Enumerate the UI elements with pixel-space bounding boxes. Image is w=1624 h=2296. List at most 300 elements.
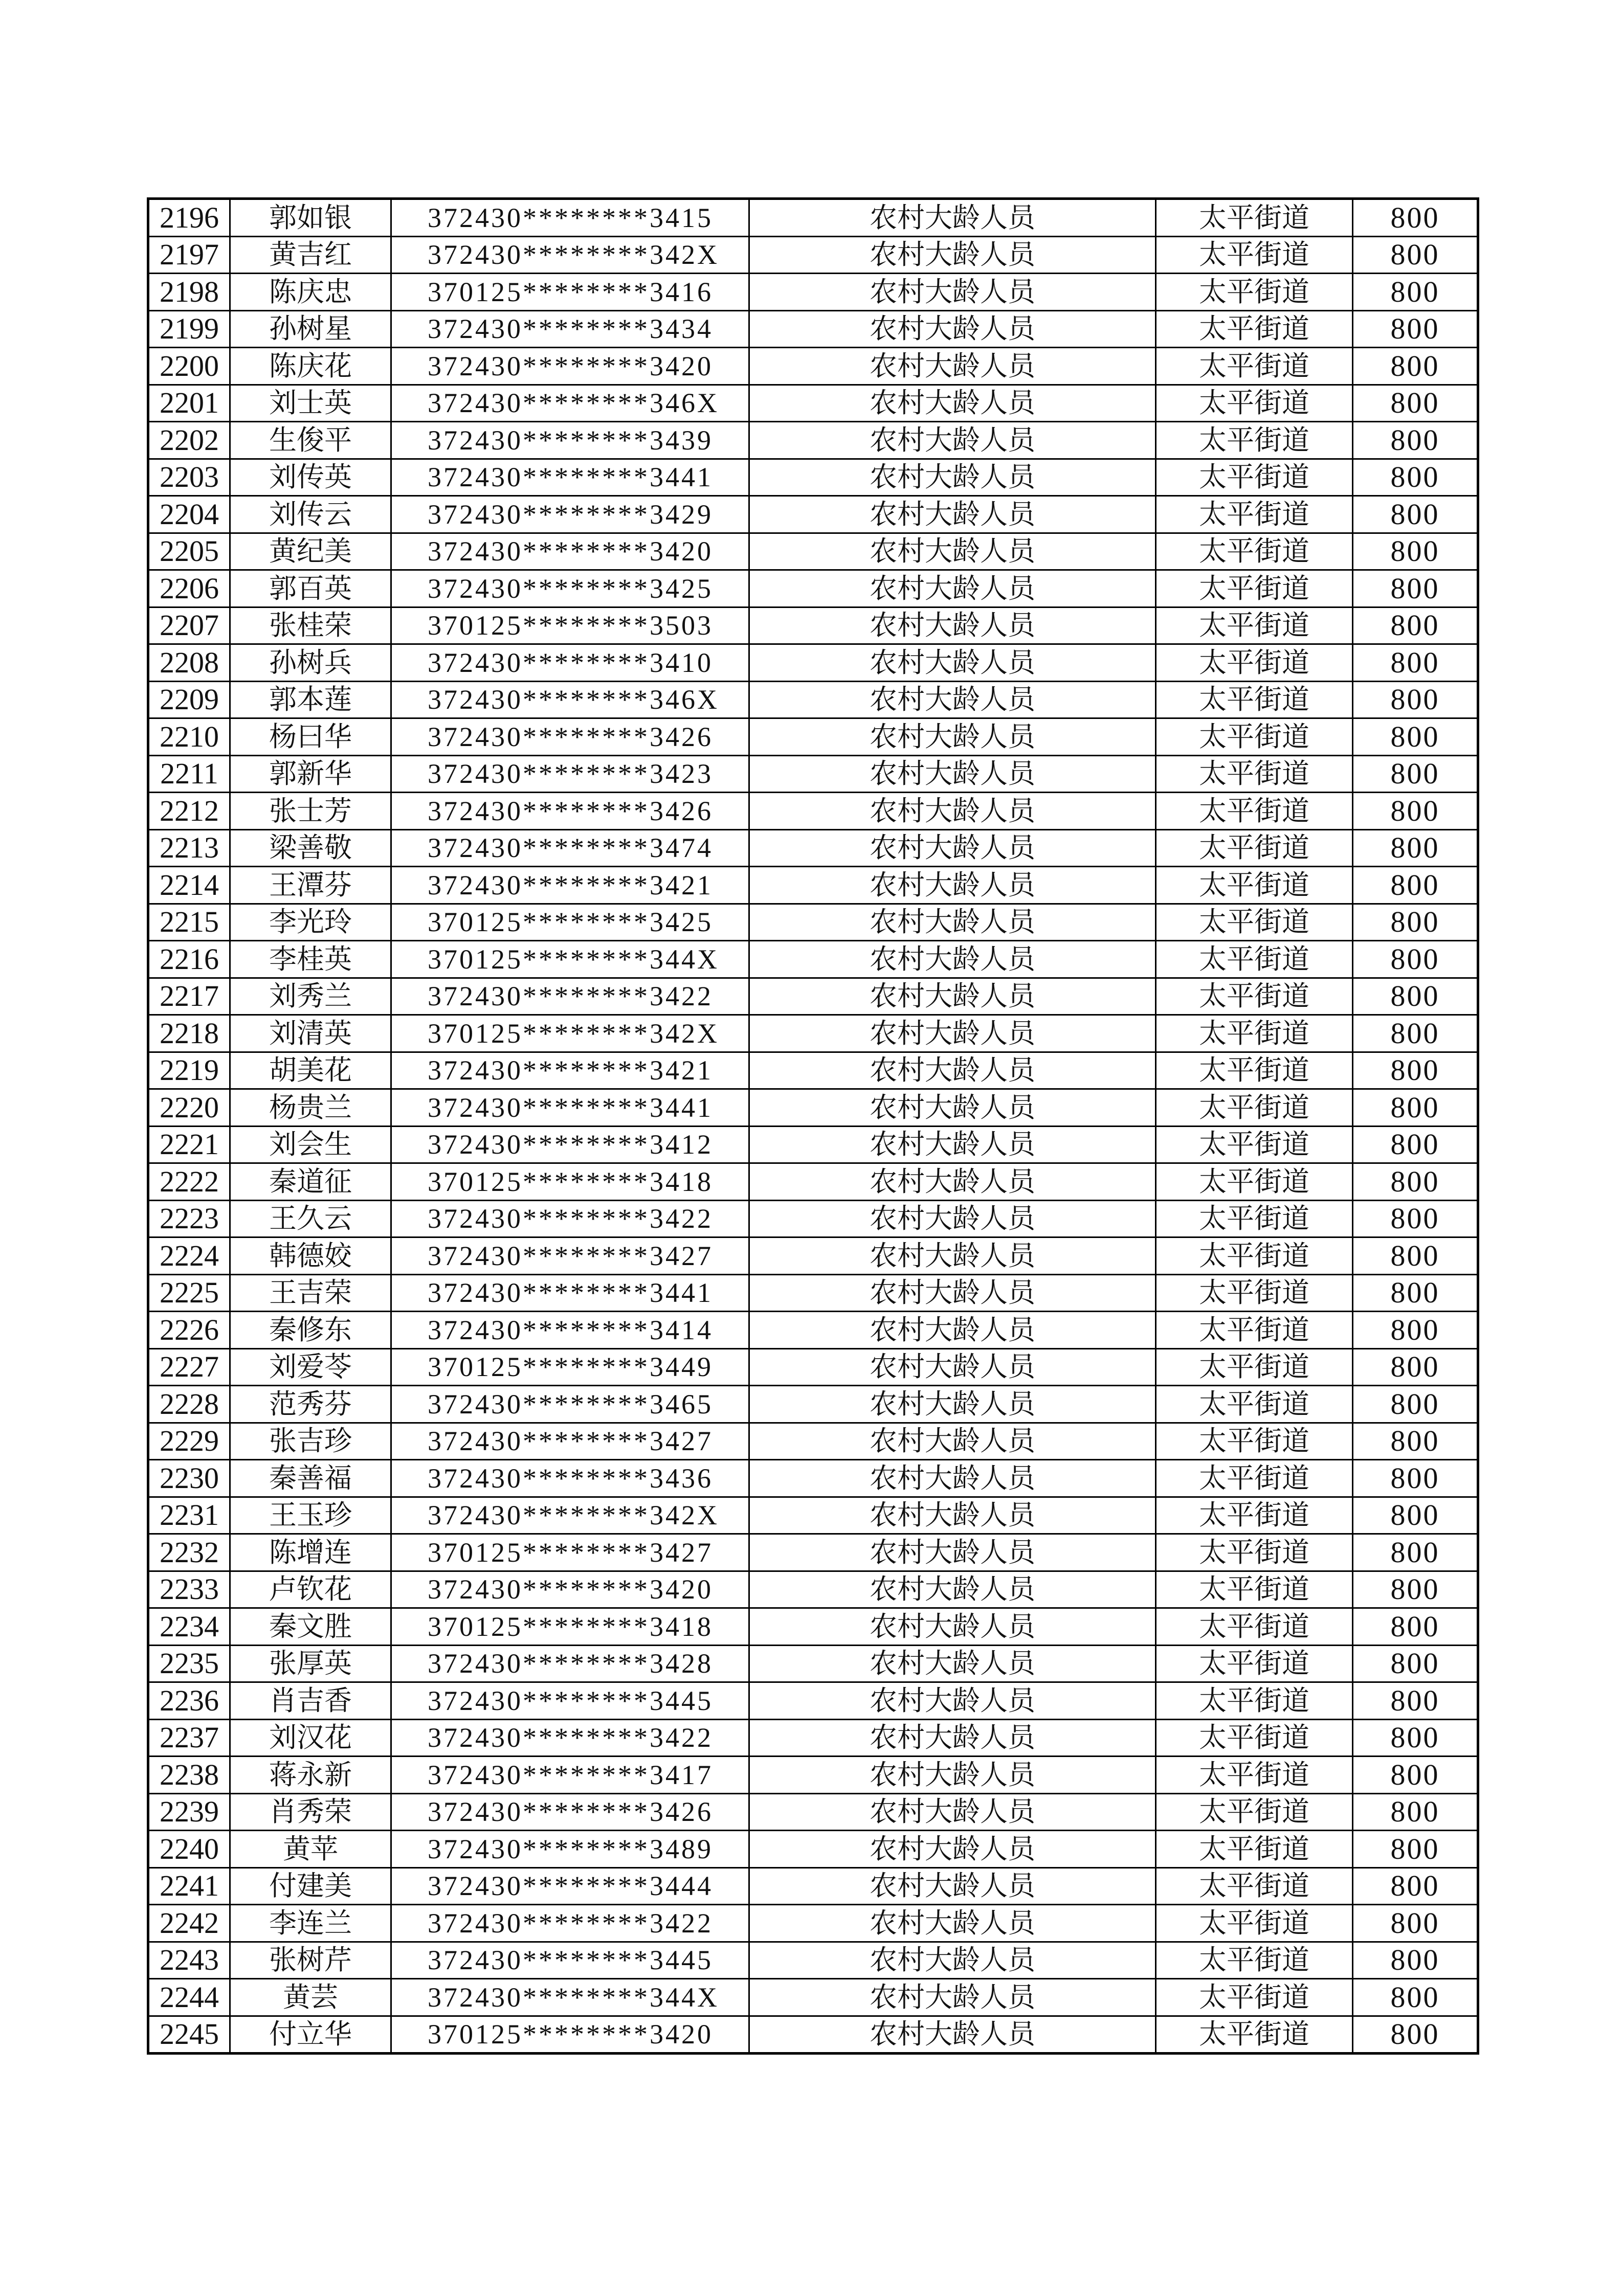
amount-cell: 800: [1353, 1015, 1478, 1052]
table-row: [148, 867, 1478, 904]
category-cell: 农村大龄人员: [749, 1867, 1156, 1905]
id-number-cell: 372430********3441: [391, 1089, 749, 1127]
table-row: [148, 422, 1478, 459]
table-row: [148, 1682, 1478, 1720]
name-cell: 生俊平: [230, 422, 391, 459]
street-cell: 太平街道: [1156, 274, 1353, 311]
name-cell: 孙树星: [230, 310, 391, 348]
category-cell: 农村大龄人员: [749, 829, 1156, 867]
amount-cell: 800: [1353, 755, 1478, 793]
street-cell: 太平街道: [1156, 1682, 1353, 1720]
row-number-cell: 2231: [148, 1497, 230, 1534]
street-cell: 太平街道: [1156, 681, 1353, 718]
name-cell: 梁善敬: [230, 829, 391, 867]
name-cell: 孙树兵: [230, 644, 391, 682]
table-row: [148, 496, 1478, 533]
id-number-cell: 372430********3412: [391, 1126, 749, 1163]
id-number-cell: 372430********3422: [391, 1200, 749, 1237]
category-cell: 农村大龄人员: [749, 533, 1156, 570]
id-number-cell: 370125********3420: [391, 2016, 749, 2054]
name-cell: 王玉珍: [230, 1497, 391, 1534]
name-cell: 张士芳: [230, 793, 391, 830]
table-row: [148, 385, 1478, 422]
row-number-cell: 2202: [148, 422, 230, 459]
row-number-cell: 2227: [148, 1348, 230, 1386]
street-cell: 太平街道: [1156, 385, 1353, 422]
table-row: [148, 1237, 1478, 1275]
category-cell: 农村大龄人员: [749, 199, 1156, 237]
name-cell: 陈庆花: [230, 348, 391, 385]
table-row: [148, 199, 1478, 237]
amount-cell: 800: [1353, 1571, 1478, 1608]
street-cell: 太平街道: [1156, 1571, 1353, 1608]
street-cell: 太平街道: [1156, 1052, 1353, 1089]
table-row: [148, 718, 1478, 756]
name-cell: 付立华: [230, 2016, 391, 2054]
id-number-cell: 372430********3414: [391, 1312, 749, 1349]
category-cell: 农村大龄人员: [749, 755, 1156, 793]
category-cell: 农村大龄人员: [749, 1052, 1156, 1089]
row-number-cell: 2224: [148, 1237, 230, 1275]
name-cell: 王吉荣: [230, 1274, 391, 1312]
name-cell: 李桂英: [230, 941, 391, 978]
street-cell: 太平街道: [1156, 607, 1353, 644]
row-number-cell: 2207: [148, 607, 230, 644]
name-cell: 卢钦花: [230, 1571, 391, 1608]
id-number-cell: 370125********3418: [391, 1608, 749, 1646]
table-row: [148, 904, 1478, 941]
amount-cell: 800: [1353, 1867, 1478, 1905]
amount-cell: 800: [1353, 1200, 1478, 1237]
category-cell: 农村大龄人员: [749, 1200, 1156, 1237]
id-number-cell: 372430********3422: [391, 1719, 749, 1757]
row-number-cell: 2215: [148, 904, 230, 941]
street-cell: 太平街道: [1156, 199, 1353, 237]
category-cell: 农村大龄人员: [749, 904, 1156, 941]
table-row: [148, 1979, 1478, 2016]
category-cell: 农村大龄人员: [749, 1163, 1156, 1201]
row-number-cell: 2221: [148, 1126, 230, 1163]
amount-cell: 800: [1353, 1905, 1478, 1942]
id-number-cell: 372430********3422: [391, 1905, 749, 1942]
name-cell: 刘传云: [230, 496, 391, 533]
name-cell: 黄苹: [230, 1831, 391, 1868]
table-row: [148, 607, 1478, 644]
id-number-cell: 372430********3421: [391, 1052, 749, 1089]
name-cell: 郭本莲: [230, 681, 391, 718]
row-number-cell: 2217: [148, 978, 230, 1015]
row-number-cell: 2201: [148, 385, 230, 422]
row-number-cell: 2232: [148, 1534, 230, 1571]
row-number-cell: 2219: [148, 1052, 230, 1089]
id-number-cell: 372430********3421: [391, 867, 749, 904]
name-cell: 黄纪美: [230, 533, 391, 570]
id-number-cell: 372430********3445: [391, 1942, 749, 1979]
row-number-cell: 2204: [148, 496, 230, 533]
street-cell: 太平街道: [1156, 1312, 1353, 1349]
amount-cell: 800: [1353, 1460, 1478, 1497]
street-cell: 太平街道: [1156, 570, 1353, 607]
table-body: [148, 199, 1478, 2054]
street-cell: 太平街道: [1156, 829, 1353, 867]
row-number-cell: 2236: [148, 1682, 230, 1720]
street-cell: 太平街道: [1156, 1645, 1353, 1682]
street-cell: 太平街道: [1156, 1089, 1353, 1127]
name-cell: 秦善福: [230, 1460, 391, 1497]
street-cell: 太平街道: [1156, 459, 1353, 496]
amount-cell: 800: [1353, 422, 1478, 459]
table-row: [148, 1534, 1478, 1571]
category-cell: 农村大龄人员: [749, 422, 1156, 459]
amount-cell: 800: [1353, 1942, 1478, 1979]
id-number-cell: 370125********3418: [391, 1163, 749, 1201]
row-number-cell: 2223: [148, 1200, 230, 1237]
category-cell: 农村大龄人员: [749, 1237, 1156, 1275]
row-number-cell: 2213: [148, 829, 230, 867]
street-cell: 太平街道: [1156, 1386, 1353, 1423]
id-number-cell: 372430********342X: [391, 236, 749, 274]
category-cell: 农村大龄人员: [749, 1348, 1156, 1386]
category-cell: 农村大龄人员: [749, 607, 1156, 644]
street-cell: 太平街道: [1156, 1867, 1353, 1905]
id-number-cell: 372430********3415: [391, 199, 749, 237]
id-number-cell: 372430********3445: [391, 1682, 749, 1720]
row-number-cell: 2214: [148, 867, 230, 904]
category-cell: 农村大龄人员: [749, 941, 1156, 978]
row-number-cell: 2243: [148, 1942, 230, 1979]
id-number-cell: 372430********3439: [391, 422, 749, 459]
row-number-cell: 2242: [148, 1905, 230, 1942]
name-cell: 蒋永新: [230, 1757, 391, 1794]
table-row: [148, 941, 1478, 978]
amount-cell: 800: [1353, 904, 1478, 941]
amount-cell: 800: [1353, 1497, 1478, 1534]
name-cell: 陈增连: [230, 1534, 391, 1571]
amount-cell: 800: [1353, 2016, 1478, 2054]
table-row: [148, 793, 1478, 830]
table-row: [148, 1571, 1478, 1608]
table-row: [148, 978, 1478, 1015]
row-number-cell: 2229: [148, 1423, 230, 1460]
amount-cell: 800: [1353, 1348, 1478, 1386]
amount-cell: 800: [1353, 941, 1478, 978]
category-cell: 农村大龄人员: [749, 1682, 1156, 1720]
row-number-cell: 2196: [148, 199, 230, 237]
id-number-cell: 372430********3429: [391, 496, 749, 533]
id-number-cell: 372430********3422: [391, 978, 749, 1015]
id-number-cell: 372430********3420: [391, 348, 749, 385]
row-number-cell: 2244: [148, 1979, 230, 2016]
amount-cell: 800: [1353, 1831, 1478, 1868]
table-row: [148, 1497, 1478, 1534]
table-row: [148, 1423, 1478, 1460]
street-cell: 太平街道: [1156, 533, 1353, 570]
id-number-cell: 372430********3444: [391, 1867, 749, 1905]
street-cell: 太平街道: [1156, 1237, 1353, 1275]
table-row: [148, 236, 1478, 274]
name-cell: 黄吉红: [230, 236, 391, 274]
street-cell: 太平街道: [1156, 422, 1353, 459]
table-row: [148, 1831, 1478, 1868]
id-number-cell: 372430********3427: [391, 1237, 749, 1275]
row-number-cell: 2198: [148, 274, 230, 311]
amount-cell: 800: [1353, 1682, 1478, 1720]
category-cell: 农村大龄人员: [749, 274, 1156, 311]
category-cell: 农村大龄人员: [749, 1793, 1156, 1831]
category-cell: 农村大龄人员: [749, 1942, 1156, 1979]
category-cell: 农村大龄人员: [749, 867, 1156, 904]
table-row: [148, 533, 1478, 570]
row-number-cell: 2210: [148, 718, 230, 756]
name-cell: 范秀芬: [230, 1386, 391, 1423]
amount-cell: 800: [1353, 1534, 1478, 1571]
row-number-cell: 2228: [148, 1386, 230, 1423]
amount-cell: 800: [1353, 1274, 1478, 1312]
category-cell: 农村大龄人员: [749, 1831, 1156, 1868]
id-number-cell: 370125********344X: [391, 941, 749, 978]
row-number-cell: 2233: [148, 1571, 230, 1608]
id-number-cell: 372430********3428: [391, 1645, 749, 1682]
amount-cell: 800: [1353, 607, 1478, 644]
row-number-cell: 2208: [148, 644, 230, 682]
id-number-cell: 372430********344X: [391, 1979, 749, 2016]
table-row: [148, 1460, 1478, 1497]
name-cell: 李连兰: [230, 1905, 391, 1942]
category-cell: 农村大龄人员: [749, 1719, 1156, 1757]
name-cell: 张厚英: [230, 1645, 391, 1682]
street-cell: 太平街道: [1156, 978, 1353, 1015]
category-cell: 农村大龄人员: [749, 1089, 1156, 1127]
amount-cell: 800: [1353, 385, 1478, 422]
id-number-cell: 372430********3426: [391, 793, 749, 830]
street-cell: 太平街道: [1156, 1497, 1353, 1534]
amount-cell: 800: [1353, 1126, 1478, 1163]
street-cell: 太平街道: [1156, 793, 1353, 830]
category-cell: 农村大龄人员: [749, 1423, 1156, 1460]
table-row: [148, 1126, 1478, 1163]
amount-cell: 800: [1353, 459, 1478, 496]
row-number-cell: 2241: [148, 1867, 230, 1905]
table-row: [148, 1163, 1478, 1201]
name-cell: 杨贵兰: [230, 1089, 391, 1127]
row-number-cell: 2222: [148, 1163, 230, 1201]
amount-cell: 800: [1353, 1163, 1478, 1201]
amount-cell: 800: [1353, 793, 1478, 830]
amount-cell: 800: [1353, 867, 1478, 904]
name-cell: 郭百英: [230, 570, 391, 607]
row-number-cell: 2238: [148, 1757, 230, 1794]
row-number-cell: 2205: [148, 533, 230, 570]
id-number-cell: 370125********342X: [391, 1015, 749, 1052]
name-cell: 秦文胜: [230, 1608, 391, 1646]
row-number-cell: 2218: [148, 1015, 230, 1052]
category-cell: 农村大龄人员: [749, 681, 1156, 718]
name-cell: 王潭芬: [230, 867, 391, 904]
table-row: [148, 1757, 1478, 1794]
amount-cell: 800: [1353, 1312, 1478, 1349]
id-number-cell: 372430********3489: [391, 1831, 749, 1868]
street-cell: 太平街道: [1156, 1979, 1353, 2016]
name-cell: 刘士英: [230, 385, 391, 422]
table-row: [148, 1942, 1478, 1979]
category-cell: 农村大龄人员: [749, 1497, 1156, 1534]
id-number-cell: 372430********3441: [391, 459, 749, 496]
name-cell: 张吉珍: [230, 1423, 391, 1460]
name-cell: 刘秀兰: [230, 978, 391, 1015]
table-row: [148, 1312, 1478, 1349]
amount-cell: 800: [1353, 236, 1478, 274]
street-cell: 太平街道: [1156, 718, 1353, 756]
street-cell: 太平街道: [1156, 644, 1353, 682]
street-cell: 太平街道: [1156, 348, 1353, 385]
amount-cell: 800: [1353, 1757, 1478, 1794]
table-row: [148, 1608, 1478, 1646]
name-cell: 刘汉花: [230, 1719, 391, 1757]
name-cell: 杨曰华: [230, 718, 391, 756]
amount-cell: 800: [1353, 496, 1478, 533]
street-cell: 太平街道: [1156, 1793, 1353, 1831]
name-cell: 刘清英: [230, 1015, 391, 1052]
amount-cell: 800: [1353, 1089, 1478, 1127]
name-cell: 刘传英: [230, 459, 391, 496]
amount-cell: 800: [1353, 644, 1478, 682]
street-cell: 太平街道: [1156, 1348, 1353, 1386]
category-cell: 农村大龄人员: [749, 236, 1156, 274]
table-row: [148, 1867, 1478, 1905]
table-row: [148, 755, 1478, 793]
table-row: [148, 1052, 1478, 1089]
amount-cell: 800: [1353, 570, 1478, 607]
name-cell: 黄芸: [230, 1979, 391, 2016]
street-cell: 太平街道: [1156, 1942, 1353, 1979]
street-cell: 太平街道: [1156, 1163, 1353, 1201]
name-cell: 张树芹: [230, 1942, 391, 1979]
id-number-cell: 372430********342X: [391, 1497, 749, 1534]
id-number-cell: 370125********3427: [391, 1534, 749, 1571]
id-number-cell: 372430********3426: [391, 718, 749, 756]
category-cell: 农村大龄人员: [749, 1274, 1156, 1312]
street-cell: 太平街道: [1156, 1126, 1353, 1163]
category-cell: 农村大龄人员: [749, 1979, 1156, 2016]
name-cell: 刘爱苓: [230, 1348, 391, 1386]
row-number-cell: 2197: [148, 236, 230, 274]
amount-cell: 800: [1353, 681, 1478, 718]
name-cell: 秦修东: [230, 1312, 391, 1349]
amount-cell: 800: [1353, 1979, 1478, 2016]
street-cell: 太平街道: [1156, 1274, 1353, 1312]
id-number-cell: 370125********3416: [391, 274, 749, 311]
name-cell: 胡美花: [230, 1052, 391, 1089]
street-cell: 太平街道: [1156, 1423, 1353, 1460]
category-cell: 农村大龄人员: [749, 1460, 1156, 1497]
street-cell: 太平街道: [1156, 1460, 1353, 1497]
amount-cell: 800: [1353, 1793, 1478, 1831]
name-cell: 陈庆忠: [230, 274, 391, 311]
id-number-cell: 372430********3423: [391, 755, 749, 793]
street-cell: 太平街道: [1156, 941, 1353, 978]
id-number-cell: 372430********3436: [391, 1460, 749, 1497]
row-number-cell: 2245: [148, 2016, 230, 2054]
street-cell: 太平街道: [1156, 1831, 1353, 1868]
table-row: [148, 1719, 1478, 1757]
table-row: [148, 1905, 1478, 1942]
category-cell: 农村大龄人员: [749, 1608, 1156, 1646]
row-number-cell: 2206: [148, 570, 230, 607]
table-row: [148, 274, 1478, 311]
street-cell: 太平街道: [1156, 496, 1353, 533]
table-row: [148, 2016, 1478, 2054]
name-cell: 王久云: [230, 1200, 391, 1237]
name-cell: 郭新华: [230, 755, 391, 793]
category-cell: 农村大龄人员: [749, 793, 1156, 830]
table-row: [148, 1274, 1478, 1312]
id-number-cell: 372430********3410: [391, 644, 749, 682]
table-row: [148, 829, 1478, 867]
category-cell: 农村大龄人员: [749, 1905, 1156, 1942]
table-row: [148, 1089, 1478, 1127]
row-number-cell: 2200: [148, 348, 230, 385]
amount-cell: 800: [1353, 829, 1478, 867]
amount-cell: 800: [1353, 1423, 1478, 1460]
category-cell: 农村大龄人员: [749, 644, 1156, 682]
street-cell: 太平街道: [1156, 755, 1353, 793]
table-row: [148, 1386, 1478, 1423]
row-number-cell: 2212: [148, 793, 230, 830]
amount-cell: 800: [1353, 1052, 1478, 1089]
category-cell: 农村大龄人员: [749, 496, 1156, 533]
table-row: [148, 1200, 1478, 1237]
id-number-cell: 372430********346X: [391, 681, 749, 718]
id-number-cell: 372430********3465: [391, 1386, 749, 1423]
category-cell: 农村大龄人员: [749, 1386, 1156, 1423]
id-number-cell: 370125********3449: [391, 1348, 749, 1386]
category-cell: 农村大龄人员: [749, 1015, 1156, 1052]
category-cell: 农村大龄人员: [749, 1312, 1156, 1349]
table-row: [148, 348, 1478, 385]
street-cell: 太平街道: [1156, 867, 1353, 904]
amount-cell: 800: [1353, 1719, 1478, 1757]
amount-cell: 800: [1353, 978, 1478, 1015]
table-row: [148, 459, 1478, 496]
category-cell: 农村大龄人员: [749, 978, 1156, 1015]
table-row: [148, 1015, 1478, 1052]
row-number-cell: 2209: [148, 681, 230, 718]
street-cell: 太平街道: [1156, 2016, 1353, 2054]
street-cell: 太平街道: [1156, 310, 1353, 348]
amount-cell: 800: [1353, 199, 1478, 237]
id-number-cell: 372430********3420: [391, 533, 749, 570]
amount-cell: 800: [1353, 348, 1478, 385]
id-number-cell: 372430********3425: [391, 570, 749, 607]
street-cell: 太平街道: [1156, 1015, 1353, 1052]
id-number-cell: 370125********3425: [391, 904, 749, 941]
amount-cell: 800: [1353, 274, 1478, 311]
category-cell: 农村大龄人员: [749, 348, 1156, 385]
id-number-cell: 372430********3441: [391, 1274, 749, 1312]
table-row: [148, 310, 1478, 348]
table-row: [148, 1348, 1478, 1386]
name-cell: 李光玲: [230, 904, 391, 941]
row-number-cell: 2220: [148, 1089, 230, 1127]
amount-cell: 800: [1353, 310, 1478, 348]
category-cell: 农村大龄人员: [749, 1126, 1156, 1163]
name-cell: 韩德姣: [230, 1237, 391, 1275]
row-number-cell: 2211: [148, 755, 230, 793]
amount-cell: 800: [1353, 533, 1478, 570]
name-cell: 肖秀荣: [230, 1793, 391, 1831]
name-cell: 秦道征: [230, 1163, 391, 1201]
name-cell: 刘会生: [230, 1126, 391, 1163]
